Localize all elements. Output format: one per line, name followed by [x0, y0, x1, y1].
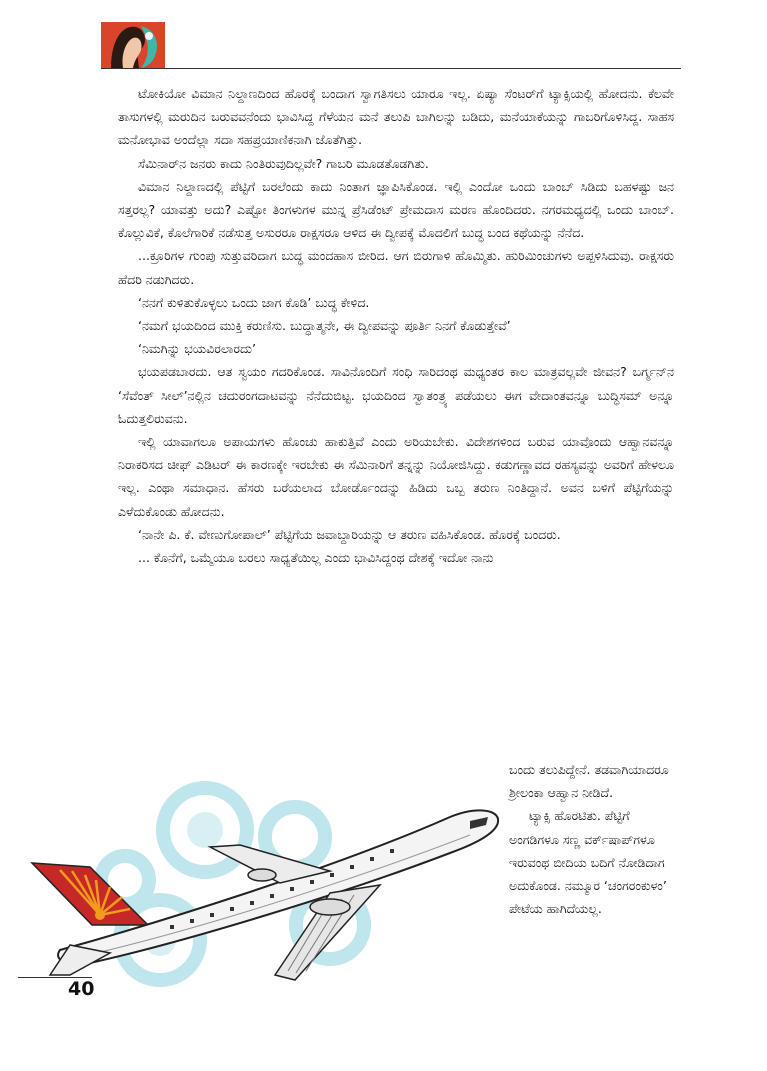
paragraph: ಭಯಪಡಬಾರದು. ಆತ ಸ್ವಯಂ ಗದರಿಕೊಂಡ. ಸಾವಿನೊಂದಿಗೆ ಸಂಧಿ ಸಾರಿದಂಥ ಮಧ್ಯಂತರ ಕಾಲ ಮಾತ್ರವಲ್ಲವೇ ಜೀವನ? ಬರ್ಗ್ಮನ್‌ನ ‘ಸೆವೆಂತ್ ಸೀಲ್’ನಲ್ಲಿನ ಚದುರಂಗದಾಟವನ್ನು ನೆನೆದುಬಿಟ್ಟ. ಭಯದಿಂದ ಸ್ವಾತಂತ್ರ್ಯ ಪಡೆಯಲು ಈಗ ವೇದಾಂತವನ್ನೂ ಬುದ್ಧಿಸಮ್ ಅನ್ನೂ ಓದುತ್ತಲಿರುವನು. — [118, 364, 674, 426]
airplane-illustration — [30, 775, 505, 990]
paragraph: ಟೋಕಿಯೋ ವಿಮಾನ ನಿಲ್ದಾಣದಿಂದ ಹೊರಕ್ಕೆ ಬಂದಾಗ ಸ್ವಾಗತಿಸಲು ಯಾರೂ ಇಲ್ಲ. ಏಷ್ಯಾ ಸೆಂಟರ್‌ಗೆ ಟ್ಯಾಕ್ಸಿಯಲ್ಲಿ ಹೋದನು. ಕೆಲವೇ ತಾಸುಗಳಲ್ಲಿ ಮರುದಿನ ಬರುವವನೆಂದು ಭಾವಿಸಿದ್ದ ಗೆಳೆಯನ ಮನೆ ತಲುಪಿ ಬಾಗಿಲನ್ನು ಬಡಿದು, ಮನೆಯಾಕೆಯನ್ನು ಗಾಬರಿಗೊಳಿಸಿದ್ದ. ಸಾಹಸ ಮನೋಭಾವ ಅಂದೆಲ್ಲಾ ಸದಾ ಸಹಪ್ರಯಾಣಿಕನಾಗಿ ಜೊತೆಗಿತ್ತು. — [118, 86, 674, 148]
header-logo — [101, 22, 165, 68]
paragraph: ಸೆಮಿನಾರ್‌ನ ಜನರು ಕಾದು ನಿಂತಿರುವುದಿಲ್ಲವೇ? ಗಾಬರಿ ಮೂಡತೊಡಗಿತು. — [138, 155, 429, 171]
paragraph: ಇಲ್ಲಿ ಯಾವಾಗಲೂ ಅಪಾಯಗಳು ಹೊಂಚು ಹಾಕುತ್ತಿವೆ ಎಂದು ಅರಿಯಬೇಕು. ವಿದೇಶಗಳಿಂದ ಬರುವ ಯಾವೊಂದು ಆಹ್ವಾನವನ್ನೂ ನಿರಾಕರಿಸದ ಚೀಫ್ ಎಡಿಟರ್ ಈ ಕಾರಣಕ್ಕೇ ಇರಬೇಕು ಈ ಸೆಮಿನಾರಿಗೆ ತನ್ನನ್ನು ನಿಯೋಜಿಸಿದ್ದು. ಕಡುಗಣ್ಣಾವದ ರಹಸ್ಯವನ್ನು ಅವರಿಗೆ ಹೇಳಲೂ ಇಲ್ಲ. ಎಂಥಾ ಸಮಾಧಾನ. ಹೆಸರು ಬರೆಯಲಾದ ಬೋರ್ಡೊಂದನ್ನು ಹಿಡಿದು ಒಬ್ಬ ತರುಣ ನಿಂತಿದ್ದಾನೆ. ಅವನ ಬಳಿಗೆ ಪೆಟ್ಟಿಗೆಯನ್ನು ಎಳೆದುಕೊಂಡು ಹೋದನು. — [118, 434, 674, 519]
paragraph: ‘ನನಗೆ ಕುಳಿತುಕೊಳ್ಳಲು ಒಂದು ಜಾಗ ಕೊಡಿ’ ಬುದ್ಧ ಕೇಳಿದ. — [138, 294, 370, 310]
header-rule — [101, 68, 681, 69]
paragraph: ...ಕ್ರೂರಿಗಳ ಗುಂಪು ಸುತ್ತುವರಿದಾಗ ಬುದ್ಧ ಮಂದಹಾಸ ಬೀರಿದ. ಆಗ ಬಿರುಗಾಳಿ ಹೊಮ್ಮಿತು. ಹುರಿಮಿಂಚುಗಳು ಅಪ್ಪಳಿಸಿದುವು. ರಾಕ್ಷಸರು ಹೆದರಿ ನಡುಗಿದರು. — [118, 248, 674, 287]
main-text — [118, 82, 674, 569]
paragraph: ಬಂದು ತಲುಪಿದ್ದೇನೆ. ತಡವಾಗಿಯಾದರೂ ಶ್ರೀಲಂಕಾ ಆಹ್ವಾನ ನೀಡಿದೆ. — [509, 762, 669, 801]
paragraph: ಟ್ಯಾಕ್ಸಿ ಹೊರಟಿತು. ಪೆಟ್ಟಿಗೆ ಅಂಗಡಿಗಳೂ ಸಣ್ಣ ವರ್ಕ್‌ಷಾಪ್‌ಗಳೂ ಇರುವಂಥ ಬೀದಿಯ ಬದಿಗೆ ನೋಡಿದಾಗ ಅದುಕೊಂಡ. ನಮ್ಮೂರ ‘ಚಂಗರಂಕುಳಂ’ ಪೇಟೆಯ ಹಾಗಿದೆಯಲ್ಲ. — [509, 808, 667, 917]
paragraph: ... ಕೊನೆಗೆ, ಒಮ್ಮೆಯೂ ಬರಲು ಸಾಧ್ಯತೆಯಿಲ್ಲ ಎಂದು ಭಾವಿಸಿದ್ದಂಥ ದೇಶಕ್ಕೆ ಇದೋ ನಾನು — [138, 550, 494, 566]
paragraph: ವಿಮಾನ ನಿಲ್ದಾಣದಲ್ಲಿ ಪೆಟ್ಟಿಗೆ ಬರಲೆಂದು ಕಾದು ನಿಂತಾಗ ಜ್ಞಾಪಿಸಿಕೊಂಡ. ಇಲ್ಲಿ ಎಂದೋ ಒಂದು ಬಾಂಬ್ ಸಿಡಿದು ಬಹಳಷ್ಟು ಜನ ಸತ್ತರಲ್ಲ? ಯಾವತ್ತು ಅದು? ಎಷ್ಟೋ ತಿಂಗಳುಗಳ ಮುನ್ನ ಪ್ರೆಸಿಡೆಂಟ್ ಪ್ರೇಮದಾಸ ಮರಣ ಹೊಂದಿದರು. ನಗರಮಧ್ಯದಲ್ಲಿ ಒಂದು ಬಾಂಬ್. ಕೊಲ್ಲುವಿಕೆ, ಕೊಲೆಗಾರಿಕೆ ನಡೆಸುತ್ತ ಅಸುರರೂ ರಾಕ್ಷಸರೂ ಆಳಿದ ಈ ದ್ವೀಪಕ್ಕೆ ಮೊದಲಿಗೆ ಬುದ್ಧ ಬಂದ ಕಥೆಯನ್ನು ನೆನೆದ. — [118, 178, 674, 241]
paragraph: ‘ನಮಗೆ ಭಯದಿಂದ ಮುಕ್ತಿ ಕರುಣಿಸು. ಬುದ್ಧಾತ್ಮನೇ, ಈ ದ್ವೀಪವನ್ನು ಪೂರ್ತಿ ನಿನಗೆ ಕೊಡುತ್ತೇವೆ’ — [138, 318, 511, 334]
woman-profile-logo-icon — [101, 22, 165, 68]
paragraph: ‘ನಾನೇ ಪಿ. ಕೆ. ವೇಣುಗೋಪಾಲ್’ ಪೆಟ್ಟಿಗೆಯ ಜವಾಬ್ದಾರಿಯನ್ನು ಆ ತರುಣ ವಹಿಸಿಕೊಂಡ. ಹೊರಕ್ಕೆ ಬಂದರು. — [138, 526, 561, 542]
paragraph: ‘ನಿಮಗಿನ್ನು ಭಯವಿರಲಾರದು’ — [138, 341, 256, 357]
page-number: 40 — [68, 978, 95, 1000]
side-text — [509, 758, 679, 920]
airplane-icon — [30, 775, 505, 990]
